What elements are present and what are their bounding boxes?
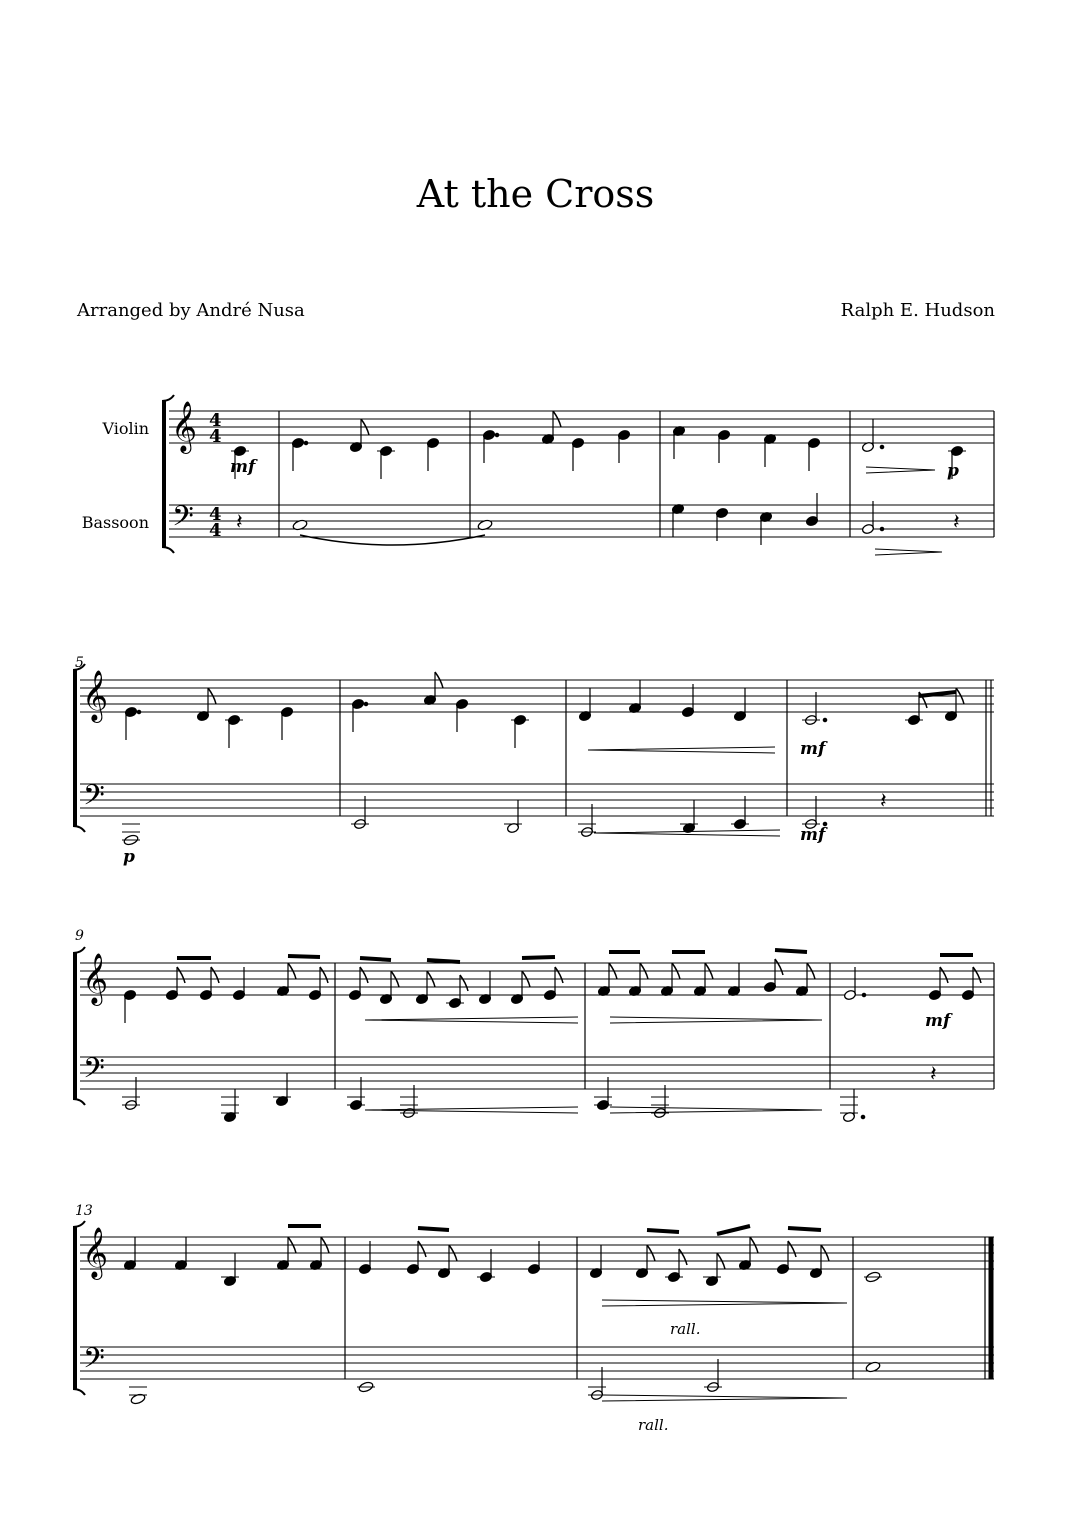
note-beam [775,950,807,952]
instrument-label-bassoon: Bassoon [81,513,149,532]
note-flag [775,959,783,975]
note-beam [919,692,956,696]
arranger-credit: Arranged by André Nusa [77,300,305,321]
treble-clef: 𝄞 [171,401,198,452]
bass-clef: 𝄢 [172,500,194,540]
dynamic-marking: mf [800,825,826,845]
dynamic-marking: p [123,847,135,867]
note-beam [360,958,391,960]
note-flag [973,967,981,983]
note-flag [418,1241,426,1257]
score-title: At the Cross [416,172,655,216]
time-signature: 4 [209,426,222,447]
instrument-label-violin: Violin [102,419,149,438]
decrescendo-hairpin [610,1107,822,1113]
decrescendo-hairpin [866,467,935,473]
decrescendo-hairpin [610,1017,822,1023]
system-bracket [73,1389,85,1395]
note-beam [418,1228,449,1230]
dynamic-marking: mf [800,739,826,759]
note-flag [460,975,468,991]
augmentation-dot [364,702,368,706]
note-flag [555,967,563,983]
note-flag [177,967,185,983]
crescendo-hairpin [365,1017,578,1023]
measure-number: 13 [75,1203,93,1219]
note-flag [788,1241,796,1257]
time-signature: 4 [209,504,222,525]
decrescendo-hairpin [602,1395,847,1401]
augmentation-dot [495,433,499,437]
note-beam [522,957,555,958]
note-flag [211,967,219,983]
measure-number: 5 [75,655,84,671]
note-beam [788,1228,821,1230]
note-flag [360,967,368,983]
quarter-rest: 𝄽 [930,1062,937,1087]
system-bracket [73,826,85,832]
time-signature: 4 [209,410,222,431]
quarter-rest: 𝄽 [236,510,243,535]
rall-marking: rall. [638,1416,669,1434]
note-beam [717,1226,750,1234]
time-signature: 4 [209,520,222,541]
note-flag [940,967,948,983]
decrescendo-hairpin [602,1300,847,1306]
note-beam [427,960,460,962]
system-bracket [73,1099,85,1105]
dynamic-marking: mf [230,457,256,477]
augmentation-dot [880,445,884,449]
note-flag [320,967,328,983]
system-bracket [162,547,174,553]
bass-clef: 𝄢 [83,779,105,819]
augmentation-dot [861,1115,865,1119]
rall-marking: rall. [670,1320,701,1338]
augmentation-dot [880,527,884,531]
bass-clef: 𝄢 [83,1052,105,1092]
crescendo-hairpin [365,1107,578,1113]
dynamic-marking: p [947,461,959,481]
note-beam [288,956,320,957]
crescendo-hairpin [588,747,775,753]
augmentation-dot [137,710,141,714]
treble-clef: 𝄞 [82,670,109,721]
decrescendo-hairpin [875,549,942,555]
composer-credit: Ralph E. Hudson [840,300,995,321]
measure-number: 9 [75,928,84,944]
augmentation-dot [862,993,866,997]
dynamic-marking: mf [925,1011,951,1031]
treble-clef: 𝄞 [82,953,109,1004]
treble-clef: 𝄞 [82,1227,109,1278]
note-beam [647,1230,679,1232]
augmentation-dot [304,441,308,445]
bass-clef: 𝄢 [83,1342,105,1382]
augmentation-dot [823,718,827,722]
note-flag [679,1249,687,1265]
quarter-rest: 𝄽 [880,789,887,814]
quarter-rest: 𝄽 [953,510,960,535]
